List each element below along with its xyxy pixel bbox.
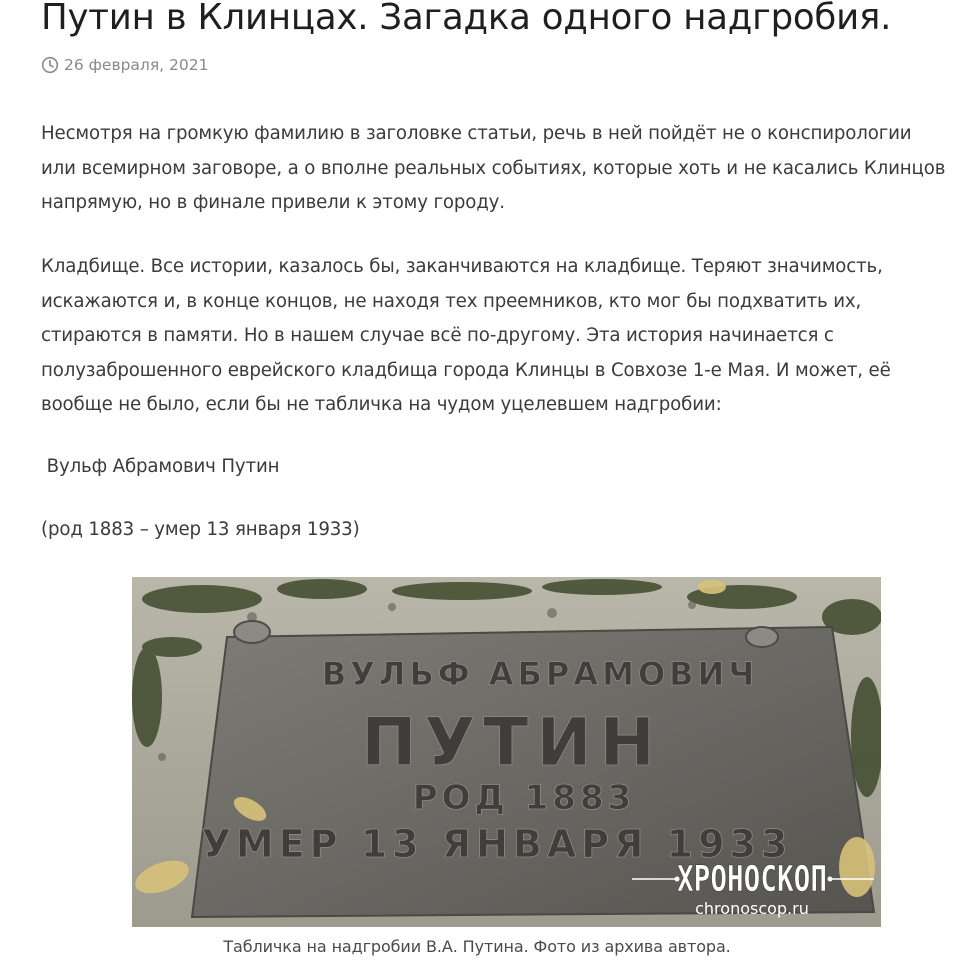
- plaque-line-surname: ПУТИН: [361, 704, 663, 781]
- clock-icon: [41, 56, 59, 74]
- plaque-line-born: РОД 1883: [412, 778, 636, 818]
- figure-caption: Табличка на надгробии В.А. Путина. Фото из архива автора.: [223, 937, 731, 956]
- paragraph-intro: Несмотря на громкую фамилию в заголовке статьи, речь в ней пойдёт не о конспирологии или всемирном заговоре, а о вполне реальных событиях, которые хоть и не касались Клинцов напрямую, но в финале привели к этому городу.: [41, 123, 946, 213]
- plaque-line-name: ВУЛЬФ АБРАМОВИЧ: [321, 655, 759, 693]
- gravestone-photo: [132, 577, 881, 927]
- watermark-site: chronoscop.ru: [695, 899, 809, 918]
- paragraph-cemetery: Кладбище. Все истории, казалось бы, заканчиваются на кладбище. Теряют значимость, искажаются и, в конце концов, не находя тех преемников, кто мог бы подхватить их, стираются в памяти. Но в нашем случае всё по-другому. Эта история начинается с полузаброшенного еврейского кладбища города Клинцы в Совхозе 1-е Мая. И может, её вообще не было, если бы не табличка на чудом уцелевшем надгробии:: [41, 256, 891, 415]
- paragraph-name: Вульф Абрамович Путин: [41, 456, 280, 477]
- post-meta: [41, 54, 208, 76]
- article-title: Путин в Клинцах. Загадка одного надгробия.: [41, 0, 892, 38]
- paragraph-dates: (род 1883 – умер 13 января 1933): [41, 519, 360, 540]
- plaque-line-died: УМЕР 13 ЯНВАРЯ 1933: [201, 822, 793, 866]
- post-date[interactable]: 26 февраля, 2021: [64, 56, 209, 74]
- watermark-brand: ХРОНОСКОП: [677, 859, 827, 900]
